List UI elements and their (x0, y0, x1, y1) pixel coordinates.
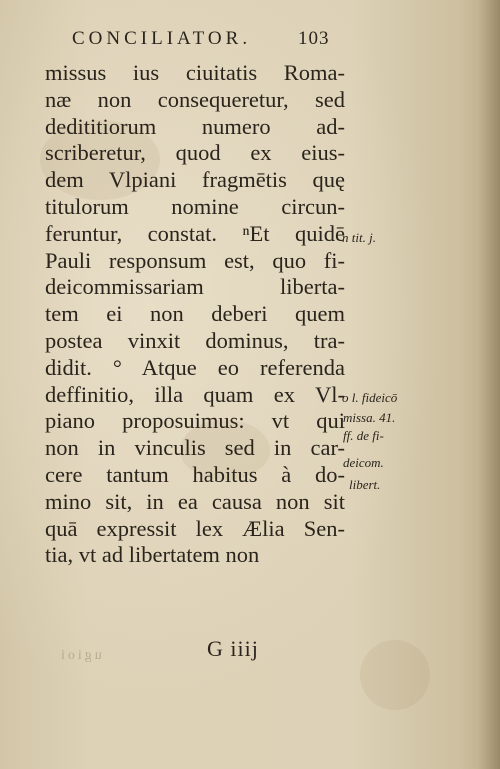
margin-note-o-line: ff. de fi- (343, 428, 384, 443)
text-line: missus ius ciuitatis Roma- (45, 60, 345, 85)
text-line: deffinitio, illa quam ex Vl- (45, 381, 345, 407)
text-line: postea vinxit dominus, tra- (45, 327, 345, 353)
margin-note-o-line: missa. 41. (343, 410, 396, 425)
text-line: Pauli responsum est, quo fi- (45, 247, 345, 273)
text-line: næ non consequeretur, sed (45, 86, 345, 112)
margin-note-n: n tit. j. (342, 230, 376, 245)
margin-note-o-line: o l. fideicō (342, 390, 398, 405)
text-line: piano proposuimus: vt qui (45, 408, 345, 434)
text-line: dedititiorum numero ad- (45, 113, 345, 139)
running-header (72, 28, 330, 50)
text-line: mino sit, in ea causa non sit (45, 488, 345, 514)
text-line: scriberetur, quod ex eius- (45, 140, 345, 166)
text-line: quā expressit lex Ælia Sen- (45, 515, 345, 541)
text-line: tem ei non deberi quem (45, 301, 345, 327)
running-title: CONCILIATOR. (72, 28, 252, 49)
text-line: didit. ° Atque eo referenda (45, 354, 345, 380)
margin-note-o-line: deicom. (343, 455, 384, 470)
text-line: deicommissariam liberta- (45, 274, 345, 300)
text-line: titulorum nomine circun- (45, 193, 345, 219)
text-line: dem Vlpiani fragmētis quę (45, 167, 345, 193)
signature-mark: G iiij (207, 636, 259, 661)
text-line: tia, vt ad libertatem non (45, 542, 260, 568)
text-line: cere tantum habitus à do- (45, 461, 345, 487)
text-line: non in vinculis sed in car- (45, 435, 345, 461)
bleed-through-text: ugioi (58, 648, 102, 663)
margin-note-o-line: libert. (349, 477, 381, 492)
page-number: 103 (298, 28, 330, 49)
page-edge-shadow (478, 0, 500, 769)
body-text (45, 60, 345, 569)
text-line: feruntur, constat. ⁿEt quidē (45, 220, 345, 246)
paper-stain (360, 640, 430, 710)
